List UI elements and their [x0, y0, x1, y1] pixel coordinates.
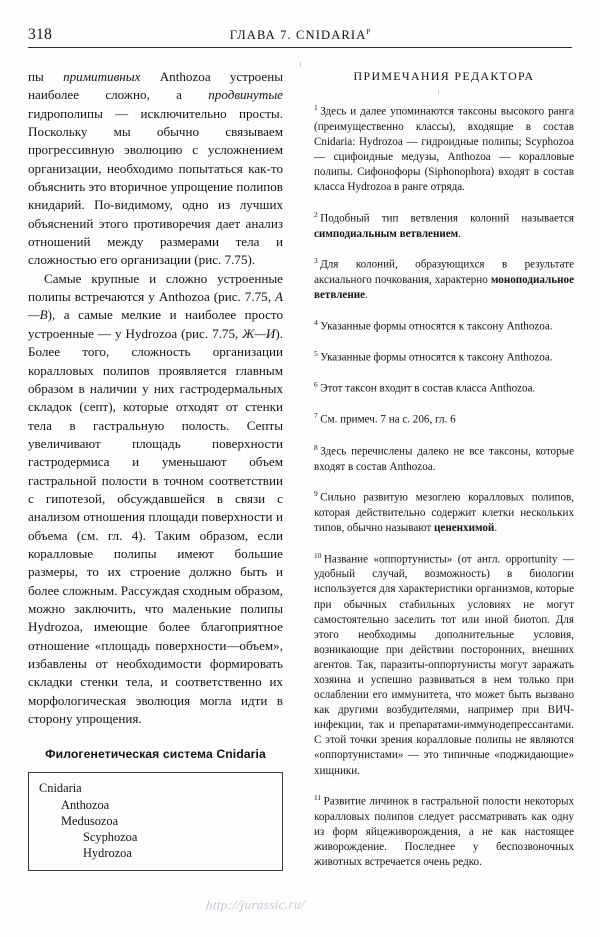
text-run: ). Более того, сложность организации коралловых полипов проявляется главным образом в наличии у них гастродермальных складок (септ), которые отходят от стенки тела в гастральную полость. Септы увеличивают площадь поверхности гастродермиса и уменьшают объем гастральной полости в точном соответствии с гипотезой, обсуждавшейся в связи с анализом отношения площади поверхности и объема (см. гл. 4). Таким образом, если коралловые полипы имеют большие размеры, то их строение должно быть и более сложным. Рассуждая сходным образом, можно заключить, что маленькие полипы Hydrozoa, имеющие более благоприятное отношение «площадь поверхности—объем», избавлены от необходимости формировать складки стенки тела, и соответственно их морфологическая эволюция могла идти в сторону упрощения. — [28, 325, 283, 727]
editor-notes-title: ПРИМЕЧАНИЯ РЕДАКТОРА — [353, 69, 535, 83]
note-marker: 7 — [314, 411, 318, 421]
note-marker: 6 — [314, 380, 318, 390]
editor-note — [314, 790, 574, 870]
text-run: Подобный тип ветвления колоний называется — [320, 212, 574, 225]
text-run: Сильно развитую мезоглею коралловых полипов, которая действительно содержит клетки нескольких типов, обычно называют — [314, 491, 574, 534]
editor-note — [314, 548, 574, 779]
note-marker: 11 — [314, 793, 322, 803]
text-run: Здесь перечислены далеко не все таксоны, которые входят в состав Anthozoa. — [314, 445, 574, 473]
emphasis-text: Ж—И — [242, 325, 276, 341]
taxonomy-item: Cnidaria — [39, 781, 82, 796]
taxonomy-item: Scyphozoa — [83, 829, 138, 844]
taxonomy-item: Medusozoa — [61, 813, 119, 828]
paragraph-list — [28, 68, 283, 728]
note-marker: 4 — [314, 317, 318, 327]
note-marker: 10 — [314, 550, 322, 560]
emphasis-text: примитивных — [63, 69, 141, 84]
running-title-text: ГЛАВА 7. CNIDARIA — [229, 28, 367, 43]
editor-notes-list — [314, 100, 574, 870]
body-paragraph — [28, 68, 283, 270]
editor-notes-column — [314, 68, 574, 870]
note-marker: 2 — [314, 209, 318, 219]
main-text-column — [28, 68, 283, 871]
body-columns — [28, 68, 574, 903]
text-run: Указанные формы относятся к таксону Anthozoa. — [320, 351, 553, 364]
running-title-superscript: P — [366, 28, 371, 36]
text-run: См. примеч. 7 на с. 206, гл. 6 — [320, 414, 456, 427]
emphasis-text: А—В — [28, 289, 283, 323]
header-rule — [28, 47, 572, 48]
text-run: пы — [28, 69, 64, 84]
note-marker: 1 — [314, 103, 318, 112]
scan-speck — [300, 62, 301, 67]
watermark: http://jurassic.ru/ — [205, 896, 306, 913]
text-run: Самые крупные и сложно устроенные полипы встречаются у Anthozoa (рис. 7.75, — [28, 270, 283, 305]
text-run: Развитие личинок в гастральной полости некоторых коралловых полипов следует рассматривать как одну из форм яйцеживорождения, а не как настоящее живорождение. Последнее у беспозвоночных животных встречается очень редко. — [314, 795, 574, 869]
taxonomy-list — [39, 780, 272, 861]
text-run: Для колоний, образующихся в результате аксиального почкования, характерно — [314, 258, 574, 286]
taxonomy-box — [28, 772, 283, 871]
taxonomy-item: Anthozoa — [61, 797, 110, 812]
note-marker: 3 — [314, 256, 318, 266]
scan-speck — [438, 90, 439, 94]
text-run: Название «оппортунисты» (от англ. opportunity — удобный случай, возможность) в биологии используется для характеристики организмов, которые при обычных стабильных условиях не могут самостоятельно заселить тот или иной биотоп. Для этого необходимы дополнительные условия, возникающие при действии посторонних, внешних агентов. Так, паразиты-оппортунисты могут заражать хозяина и успешно развиваться в нем только при ослаблении его иммунитета, что может быть вызвано как другими возбудителями, например при ВИЧ-инфекции, так и препаратами-иммунодепрессантами. С этой точки зрения коралловые полипы не являются «оппортунистами» — это типичные «поджидающие» хищники. — [314, 553, 574, 777]
editor-note — [314, 486, 574, 536]
text-run: Этот таксон входит в состав класса Anthozoa. — [320, 382, 536, 395]
editor-note — [314, 207, 574, 242]
editor-note — [314, 100, 574, 195]
editor-note — [314, 377, 574, 397]
editor-note — [314, 315, 574, 335]
bold-term: симподиальным ветвлением — [314, 227, 459, 240]
running-title — [28, 28, 572, 43]
note-marker: 9 — [314, 489, 318, 499]
section-heading: Филогенетическая система Cnidaria — [45, 747, 266, 762]
editor-note — [314, 253, 574, 303]
text-run: гидрополипы — исключительно просты. Поскольку мы обычно связываем прогрессивную эволюцию с усложнением организации, необходимо попытаться как-то объяснить это вторичное упрощение полипов книдарий. По-видимому, одно из лучших объяснений этого противоречия дает анализ отношений между размерами тела и сложностью его организации (рис. 7.75). — [28, 105, 283, 268]
text-run: Здесь и далее упоминаются таксоны высокого ранга (преимущественно классы), входящие в состав Cnidaria: Hydrozoa — гидроидные полипы; Scyphozoa — сцифоидные медузы, Anthozoa — коралловые полипы. Сифонофоры (Siphonophora) входят в состав класса Hydrozoa в ранге отряда. — [314, 105, 574, 194]
taxonomy-item: Hydrozoa — [83, 846, 132, 861]
bold-term: цененхимой — [434, 521, 495, 534]
editor-note — [314, 408, 574, 428]
emphasis-text: продвинутые — [208, 87, 283, 103]
note-marker: 8 — [314, 442, 318, 452]
text-run: ), а самые мелкие и наиболее просто устроенные — у Hydrozoa (рис. 7.75, — [28, 307, 283, 341]
page-number: 318 — [28, 26, 53, 43]
editor-note — [314, 346, 574, 366]
text-run: . — [494, 521, 498, 534]
text-run: Указанные формы относятся к таксону Anthozoa. — [320, 320, 553, 333]
text-run: . — [365, 289, 368, 301]
text-run: . — [458, 227, 462, 240]
note-marker: 5 — [314, 348, 318, 358]
body-paragraph — [28, 270, 283, 729]
editor-note — [314, 440, 574, 475]
bold-term: моноподиальное ветвление — [314, 273, 574, 301]
text-run: Anthozoa устроены наиболее сложно, а — [28, 69, 283, 103]
